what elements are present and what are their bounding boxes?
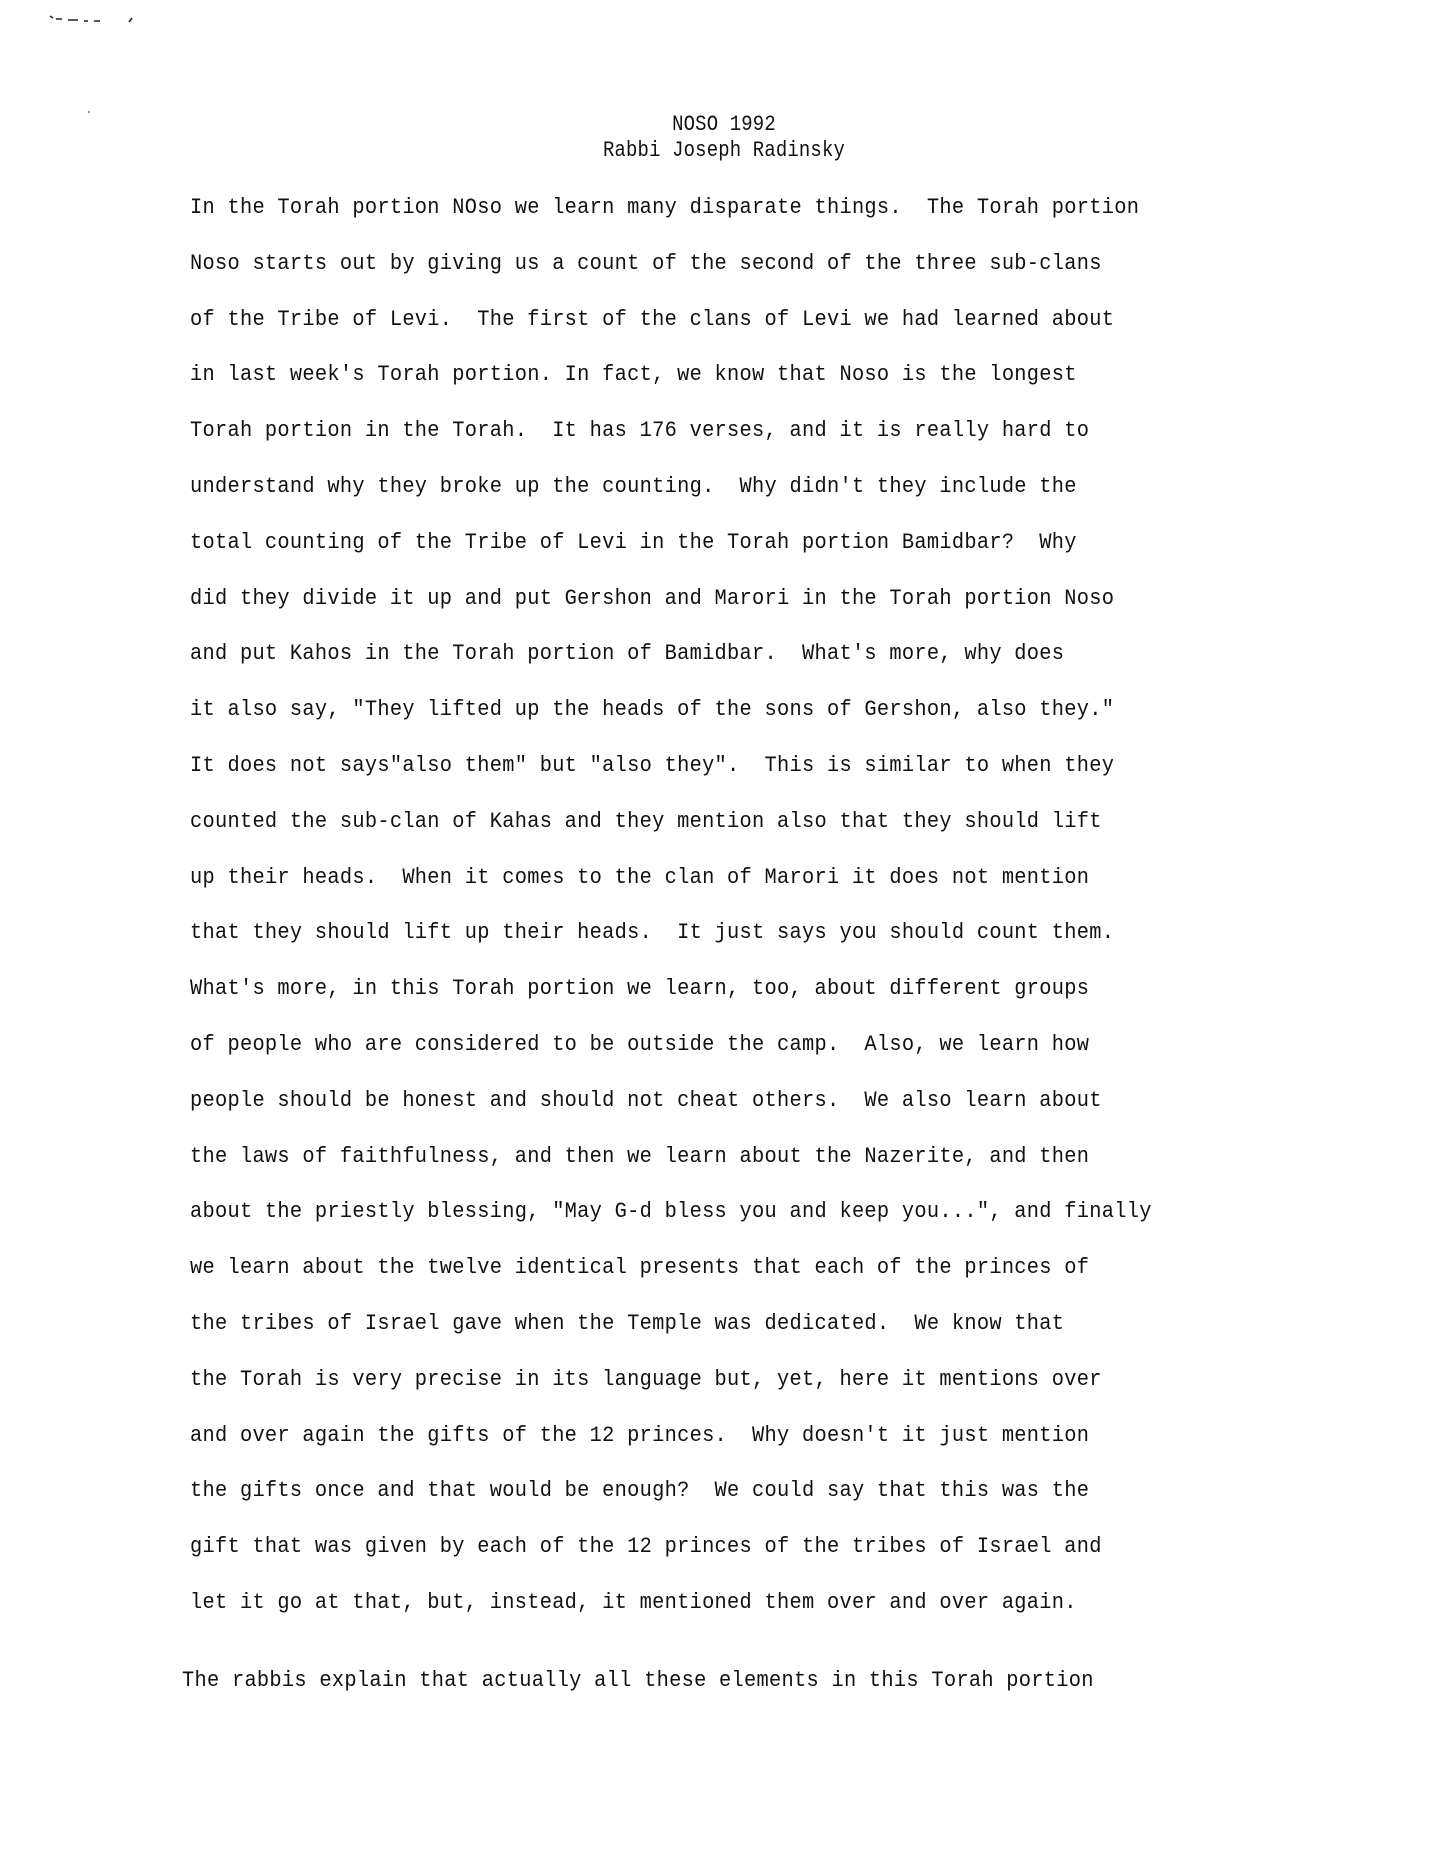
text-line: did they divide it up and put Gershon and Marori in the Torah portion Noso [190,585,1115,611]
document-body [182,188,1250,1717]
text-line: It does not says"also them" but "also they". This is similar to when they [190,752,1115,778]
text-line: Noso starts out by giving us a count of the second of the three sub-clans [190,250,1102,276]
document-title: NOSO 1992 [672,112,776,137]
text-line: up their heads. When it comes to the clan of Marori it does not mention [190,864,1090,890]
text-line: it also say, "They lifted up the heads of the sons of Gershon, also they." [190,697,1115,723]
paragraph-1 [190,188,1250,1639]
scan-artifact-mark [48,14,138,24]
text-line: we learn about the twelve identical presents that each of the princes of [190,1255,1090,1281]
text-line: In the Torah portion NOso we learn many disparate things. The Torah portion [190,195,1140,220]
text-line: What's more, in this Torah portion we learn, too, about different groups [190,976,1090,1002]
text-line: understand why they broke up the counting. Why didn't they include the [190,473,1077,499]
document-header [0,112,1430,164]
text-line: that they should lift up their heads. It just says you should count them. [190,920,1115,946]
text-line: the laws of faithfulness, and then we learn about the Nazerite, and then [190,1143,1090,1169]
text-line: gift that was given by each of the 12 princes of the tribes of Israel and [190,1534,1102,1560]
text-line: the Torah is very precise in its language but, yet, here it mentions over [190,1366,1102,1392]
text-line: total counting of the Tribe of Levi in the Torah portion Bamidbar? Why [190,529,1077,555]
text-line: The rabbis explain that actually all these elements in this Torah portion [182,1667,1094,1693]
text-line: the gifts once and that would be enough? We could say that this was the [190,1478,1090,1504]
text-line: people should be honest and should not cheat others. We also learn about [190,1087,1102,1113]
paragraph-2 [182,1661,1250,1717]
text-line: the tribes of Israel gave when the Temple was dedicated. We know that [190,1310,1065,1336]
text-line: of the Tribe of Levi. The first of the clans of Levi we had learned about [190,306,1115,332]
text-line: let it go at that, but, instead, it mentioned them over and over again. [190,1589,1077,1615]
text-line: Torah portion in the Torah. It has 176 verses, and it is really hard to [190,418,1090,444]
text-line: in last week's Torah portion. In fact, we know that Noso is the longest [190,362,1077,388]
text-line: and put Kahos in the Torah portion of Bamidbar. What's more, why does [190,641,1065,667]
text-line: about the priestly blessing, "May G-d bless you and keep you...", and finally [190,1199,1152,1225]
document-author: Rabbi Joseph Radinsky [602,138,846,163]
paragraph-gap [190,1639,1250,1661]
text-line: of people who are considered to be outside the camp. Also, we learn how [190,1031,1090,1057]
text-line: and over again the gifts of the 12 princes. Why doesn't it just mention [190,1422,1090,1448]
text-line: counted the sub-clan of Kahas and they mention also that they should lift [190,808,1102,834]
